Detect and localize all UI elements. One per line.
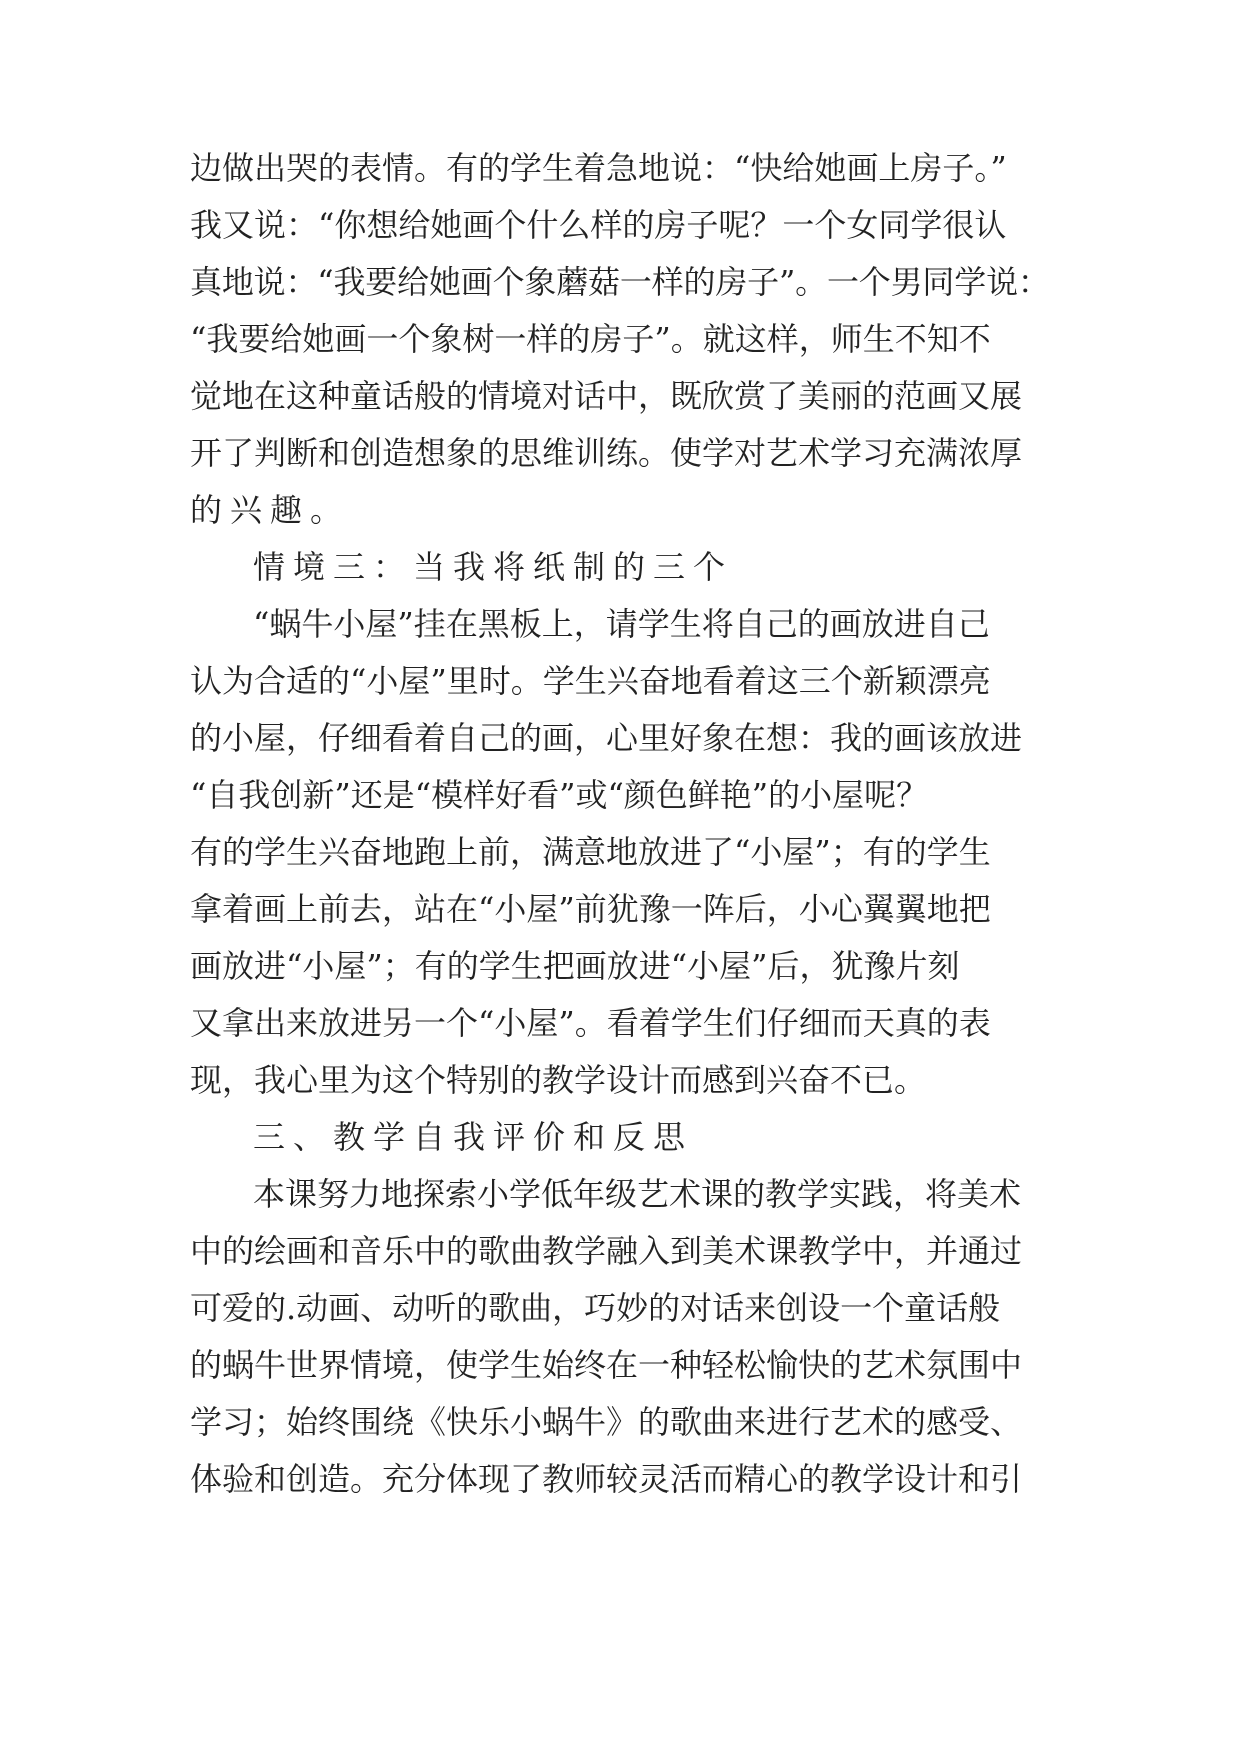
text-line-21: 可爱的.动画、动听的歌曲，巧妙的对话来创设一个童话般	[190, 1289, 1001, 1327]
text-line-24: 体验和创造。充分体现了教师较灵活而精心的教学设计和引	[190, 1460, 1023, 1498]
section-heading-evaluation: 三、教学自我评价和反思	[253, 1118, 694, 1156]
text-line-13: 有的学生兴奋地跑上前，满意地放进了“小屋”；有的学生	[190, 833, 991, 871]
text-line-11: 的小屋，仔细看着自己的画，心里好象在想：我的画该放进	[190, 719, 1023, 757]
text-line-10: 认为合适的“小屋”里时。学生兴奋地看着这三个新颖漂亮	[190, 662, 991, 700]
text-line-16: 又拿出来放进另一个“小屋”。看着学生们仔细而天真的表	[190, 1004, 991, 1042]
text-line-9: “蜗牛小屋”挂在黑板上，请学生将自己的画放进自己	[253, 605, 990, 643]
text-line-6: 开了判断和创造想象的思维训练。使学对艺术学习充满浓厚	[190, 434, 1023, 472]
text-line-17: 现，我心里为这个特别的教学设计而感到兴奋不已。	[190, 1061, 927, 1099]
text-line-2: 我又说：“你想给她画个什么样的房子呢？一个女同学很认	[190, 206, 1007, 244]
text-line-12: “自我创新”还是“模样好看”或“颜色鲜艳”的小屋呢？	[190, 776, 929, 814]
text-line-5: 觉地在这种童话般的情境对话中，既欣赏了美丽的范画又展	[190, 377, 1023, 415]
text-line-14: 拿着画上前去，站在“小屋”前犹豫一阵后，小心翼翼地把	[190, 890, 991, 928]
text-line-19: 本课努力地探索小学低年级艺术课的教学实践，将美术	[253, 1175, 1022, 1213]
text-line-4: “我要给她画一个象树一样的房子”。就这样，师生不知不	[190, 320, 991, 358]
text-line-1: 边做出哭的表情。有的学生着急地说：“快给她画上房子。”	[190, 149, 1007, 187]
text-line-15: 画放进“小屋”；有的学生把画放进“小屋”后，犹豫片刻	[190, 947, 960, 985]
section-heading-scene-three: 情境三：当我将纸制的三个	[253, 548, 734, 586]
text-line-22: 的蜗牛世界情境，使学生始终在一种轻松愉快的艺术氛围中	[190, 1346, 1023, 1384]
text-line-3: 真地说：“我要给她画个象蘑菇一样的房子”。一个男同学说：	[190, 263, 1050, 301]
text-line-23: 学习；始终围绕《快乐小蜗牛》的歌曲来进行艺术的感受、	[190, 1403, 1023, 1441]
text-line-20: 中的绘画和音乐中的歌曲教学融入到美术课教学中，并通过	[190, 1232, 1023, 1270]
text-line-7: 的兴趣。	[190, 491, 351, 529]
